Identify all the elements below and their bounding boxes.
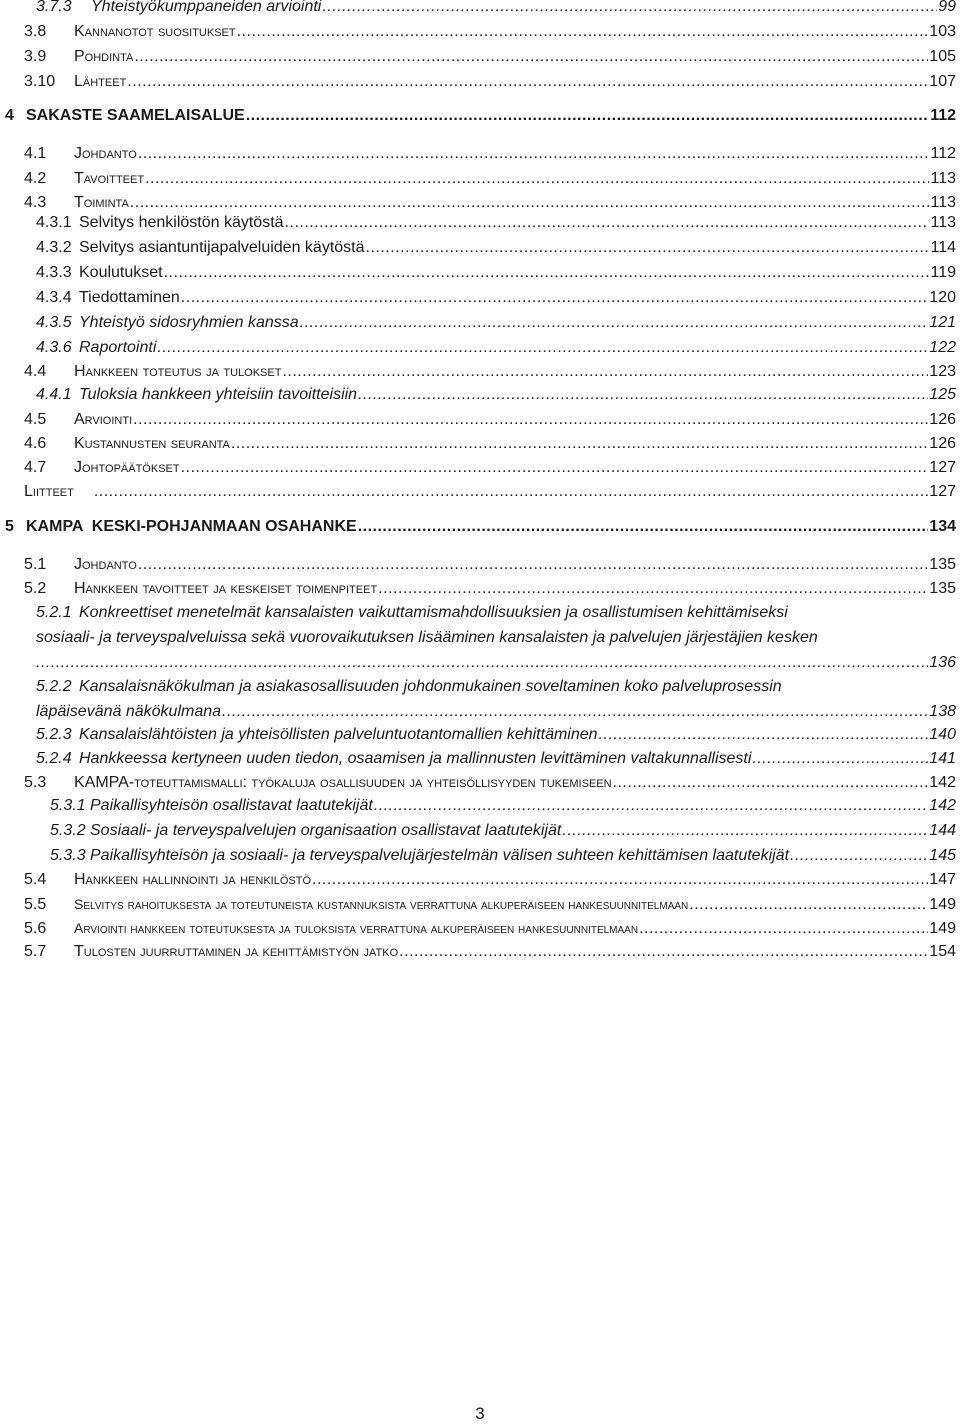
toc-page: 113: [930, 170, 956, 187]
toc-title: Toiminta: [74, 194, 129, 211]
toc-number: 5.2.1: [36, 604, 72, 621]
toc-title: Selvitys rahoituksesta ja toteutuneista kustannuksista verrattuna alkuperäiseen hankesuunnitelmaan: [74, 896, 689, 912]
toc-title: Paikallisyhteisön ja sosiaali- ja terveyspalvelujärjestelmän välisen suhteen kehittämisen laatutekijät: [90, 847, 790, 864]
toc-page: 99: [938, 0, 956, 15]
toc-number: 4.4.1: [36, 386, 72, 403]
toc-title: Johdanto: [74, 145, 137, 162]
toc-page: 127: [929, 459, 956, 476]
toc-entry-5-2-3[interactable]: [36, 724, 956, 746]
toc-entry-4-3-1[interactable]: [36, 212, 956, 234]
toc-entry-5-5[interactable]: [24, 893, 956, 916]
dot-leader: [282, 361, 928, 383]
toc-page: 135: [929, 556, 956, 573]
dot-leader: [134, 46, 928, 68]
toc-page: 142: [929, 774, 956, 791]
toc-number: 5.5: [24, 896, 47, 913]
toc-number: 4.1: [24, 145, 47, 162]
toc-title: Hankkeen hallinnointi ja henkilöstö: [74, 871, 311, 888]
dot-leader: [138, 554, 928, 576]
toc-page: 142: [929, 797, 956, 814]
toc-title: SAKASTE SAAMELAISALUE: [26, 107, 245, 124]
toc-entry-3-10[interactable]: [24, 71, 956, 93]
toc-entry-4-1[interactable]: [24, 143, 956, 165]
toc-number: 4.2: [24, 170, 47, 187]
toc-number: 4: [5, 107, 14, 124]
dot-leader: [399, 941, 928, 963]
dot-leader: [145, 168, 929, 190]
dot-leader: [127, 71, 928, 93]
toc-page: 113: [930, 214, 956, 231]
dot-leader: [366, 237, 930, 259]
toc-number: 4.5: [24, 411, 47, 428]
toc-page: 114: [930, 239, 956, 256]
toc-page: 113: [930, 194, 956, 211]
toc-title: Koulutukset: [79, 264, 163, 281]
toc-number: 5.2.3: [36, 726, 72, 743]
dot-leader: [164, 262, 930, 284]
dot-leader: [222, 701, 928, 723]
toc-entry-5-2-2[interactable]: [36, 676, 956, 723]
toc-number: 4.3.3: [36, 264, 72, 281]
toc-number: 4.4: [24, 363, 47, 380]
dot-leader: [300, 312, 929, 334]
toc-page: 147: [929, 871, 956, 888]
dot-leader: [130, 192, 930, 214]
toc-title: Hankkeen tavoitteet ja keskeiset toimenpiteet: [74, 580, 378, 597]
toc-page: 135: [929, 580, 956, 597]
toc-entry-4-3[interactable]: [24, 192, 956, 214]
toc-page: 136: [929, 654, 956, 671]
toc-number: 3.7.3: [36, 0, 72, 15]
dot-leader: [237, 21, 929, 43]
toc-number: 3.9: [24, 48, 47, 65]
toc-title: Hankkeen toteutus ja tulokset: [74, 363, 282, 380]
toc-page: 141: [929, 750, 956, 767]
dot-leader: [752, 748, 928, 770]
toc-number: 4.3.5: [36, 314, 72, 331]
dot-leader: [378, 578, 928, 600]
toc-number: 4.7: [24, 459, 47, 476]
toc-title-line2: sosiaali- ja terveyspalveluissa sekä vuorovaikutuksen lisääminen kansalaisten ja palvelujen järjestäjien kesken: [36, 629, 818, 646]
dot-leader: [562, 820, 928, 842]
toc-number: 5.4: [24, 871, 47, 888]
dot-leader: [157, 337, 928, 359]
toc-entry-4-3-5[interactable]: [36, 312, 956, 334]
dot-leader: [322, 0, 937, 18]
toc-page: 103: [929, 23, 956, 40]
toc-title: KAMPA KESKI-POHJANMAAN OSAHANKE: [26, 518, 357, 535]
toc-number: 5.3.3: [50, 847, 86, 864]
dot-leader: [36, 652, 928, 674]
dot-leader: [358, 516, 929, 538]
toc-number: 5.3: [24, 774, 47, 791]
toc-entry-5-2-1[interactable]: [36, 602, 956, 674]
toc-entry-4-3-3[interactable]: [36, 262, 956, 284]
toc-title: KAMPA-toteuttamismalli: työkaluja osallisuuden ja yhteisöllisyyden tukemiseen: [74, 774, 612, 791]
toc-page: 126: [929, 435, 956, 452]
toc-page: 119: [930, 264, 956, 281]
dot-leader: [312, 869, 928, 891]
toc-page: 112: [930, 107, 956, 124]
dot-leader: [181, 457, 929, 479]
toc-title: Tulosten juurruttaminen ja kehittämistyön jatko: [74, 943, 399, 960]
dot-leader: [94, 481, 928, 503]
dot-leader: [599, 724, 929, 746]
toc-title: Kansalaislähtöisten ja yhteisöllisten palveluntuotantomallien kehittäminen: [79, 726, 598, 743]
toc-number: 5: [5, 518, 14, 535]
toc-entry-5-3[interactable]: [24, 772, 956, 794]
toc-title: Tavoitteet: [74, 170, 145, 187]
toc-title: Arviointi hankkeen toteutuksesta ja tuloksista verrattuna alkuperäiseen hankesuunnitelmaan: [74, 920, 639, 936]
toc-entry-5-2-4[interactable]: [36, 748, 956, 770]
toc-title: Tiedottaminen: [79, 289, 180, 306]
toc-entry-4-4-1[interactable]: [36, 384, 956, 406]
toc-title: Tuloksia hankkeen yhteisiin tavoitteisiin: [79, 386, 358, 403]
toc-title: Liitteet: [24, 483, 74, 500]
toc-entry-4-3-6[interactable]: [36, 337, 956, 359]
toc-entry-4-3-2[interactable]: [36, 237, 956, 259]
toc-number: 5.3.2: [50, 822, 86, 839]
toc-number: 3.10: [24, 73, 56, 90]
dot-leader: [374, 795, 928, 817]
toc-entry-4[interactable]: [5, 105, 956, 127]
toc-title: Kustannusten seuranta: [74, 435, 230, 452]
toc-title: Lähteet: [74, 73, 127, 90]
toc-entry-5-2[interactable]: [24, 578, 956, 600]
toc-entry-5-6[interactable]: [24, 917, 956, 940]
toc-page: 112: [930, 145, 956, 162]
toc-page: 134: [929, 518, 956, 535]
toc-entry-5-3-2[interactable]: [50, 820, 956, 842]
toc-page: 122: [929, 339, 956, 356]
toc-page: 149: [929, 896, 956, 913]
toc-entry-5-3-1[interactable]: [50, 795, 956, 817]
toc-title: Yhteistyökumppaneiden arviointi: [91, 0, 322, 15]
toc-number: 5.1: [24, 556, 47, 573]
toc-entry-3-8[interactable]: [24, 21, 956, 43]
toc-title: Arviointi: [74, 411, 133, 428]
toc-page: 123: [929, 363, 956, 380]
toc-entry-4-3-4[interactable]: [36, 287, 956, 309]
toc-page: 105: [929, 48, 956, 65]
toc-number: 4.3.6: [36, 339, 72, 356]
toc-title: Paikallisyhteisön osallistavat laatutekijät: [90, 797, 373, 814]
toc-title: Johdanto: [74, 556, 137, 573]
toc-page: 126: [929, 411, 956, 428]
toc-number: 4.3.2: [36, 239, 72, 256]
toc-entry-4-4[interactable]: [24, 361, 956, 383]
toc-number: 5.3.1: [50, 797, 86, 814]
toc-number: 5.6: [24, 920, 47, 937]
dot-leader: [181, 287, 929, 309]
dot-leader: [285, 212, 930, 234]
toc-entry-5-1[interactable]: [24, 554, 956, 576]
toc-page: 145: [929, 847, 956, 864]
toc-title: Pohdinta: [74, 48, 134, 65]
toc-number: 4.3.1: [36, 214, 72, 231]
toc-title: Hankkeessa kertyneen uuden tiedon, osaamisen ja mallinnusten levittäminen valtakunnallisesti: [79, 750, 752, 767]
toc-entry-4-6[interactable]: [24, 433, 956, 455]
toc-title: Selvitys henkilöstön käytöstä: [79, 214, 284, 231]
toc-page: 154: [929, 943, 956, 960]
dot-leader: [138, 143, 930, 165]
toc-title-line1: Kansalaisnäkökulman ja asiakasosallisuuden johdonmukainen soveltaminen koko palveluprosessin: [79, 678, 782, 695]
dot-leader: [639, 918, 928, 940]
toc-page: 127: [929, 483, 956, 500]
page-number: 3: [475, 1404, 485, 1423]
dot-leader: [231, 433, 928, 455]
toc-number: 5.2.4: [36, 750, 72, 767]
toc-number: 4.6: [24, 435, 47, 452]
toc-entry-5-4[interactable]: [24, 869, 956, 891]
toc-entry-4-7[interactable]: [24, 457, 956, 479]
toc-title-line2: läpäisevänä näkökulmana: [36, 703, 222, 720]
toc-entry-4-2[interactable]: [24, 168, 956, 190]
toc-entry-5[interactable]: [5, 516, 956, 538]
toc-entry-liitteet[interactable]: [24, 481, 956, 503]
toc-entry-3-9[interactable]: [24, 46, 956, 68]
toc-title: Sosiaali- ja terveyspalvelujen organisaation osallistavat laatutekijät: [90, 822, 562, 839]
toc-title: Kannanotot suositukset: [74, 23, 236, 40]
toc-page: 149: [929, 920, 956, 937]
dot-leader: [790, 845, 928, 867]
toc-number: 5.7: [24, 943, 47, 960]
dot-leader: [246, 105, 930, 127]
toc-page: 138: [929, 703, 956, 720]
toc-entry-5-7[interactable]: [24, 941, 956, 963]
toc-page: 107: [929, 73, 956, 90]
toc-title: Yhteistyö sidosryhmien kanssa: [79, 314, 299, 331]
toc-entry-4-5[interactable]: [24, 409, 956, 431]
toc-number: 4.3.4: [36, 289, 72, 306]
dot-leader: [613, 772, 929, 794]
toc-number: 5.2.2: [36, 678, 72, 695]
toc-page: 120: [929, 289, 956, 306]
toc-title: Raportointi: [79, 339, 157, 356]
toc-page: 125: [929, 386, 956, 403]
dot-leader: [133, 409, 928, 431]
toc-page: 140: [929, 726, 956, 743]
toc-title: Selvitys asiantuntijapalveluiden käytöstä: [79, 239, 365, 256]
toc-title: Johtopäätökset: [74, 459, 180, 476]
toc-number: 4.3: [24, 194, 47, 211]
toc-number: 5.2: [24, 580, 47, 597]
toc-page: 121: [929, 314, 956, 331]
toc-page: 144: [929, 822, 956, 839]
toc-entry-3-7-3[interactable]: [36, 0, 956, 18]
toc-title-line1: Konkreettiset menetelmät kansalaisten vaikuttamismahdollisuuksien ja osallistumisen kehittämiseksi: [79, 604, 788, 621]
toc-number: 3.8: [24, 23, 47, 40]
dot-leader: [689, 894, 928, 916]
toc-entry-5-3-3[interactable]: [50, 845, 956, 867]
dot-leader: [358, 384, 928, 406]
